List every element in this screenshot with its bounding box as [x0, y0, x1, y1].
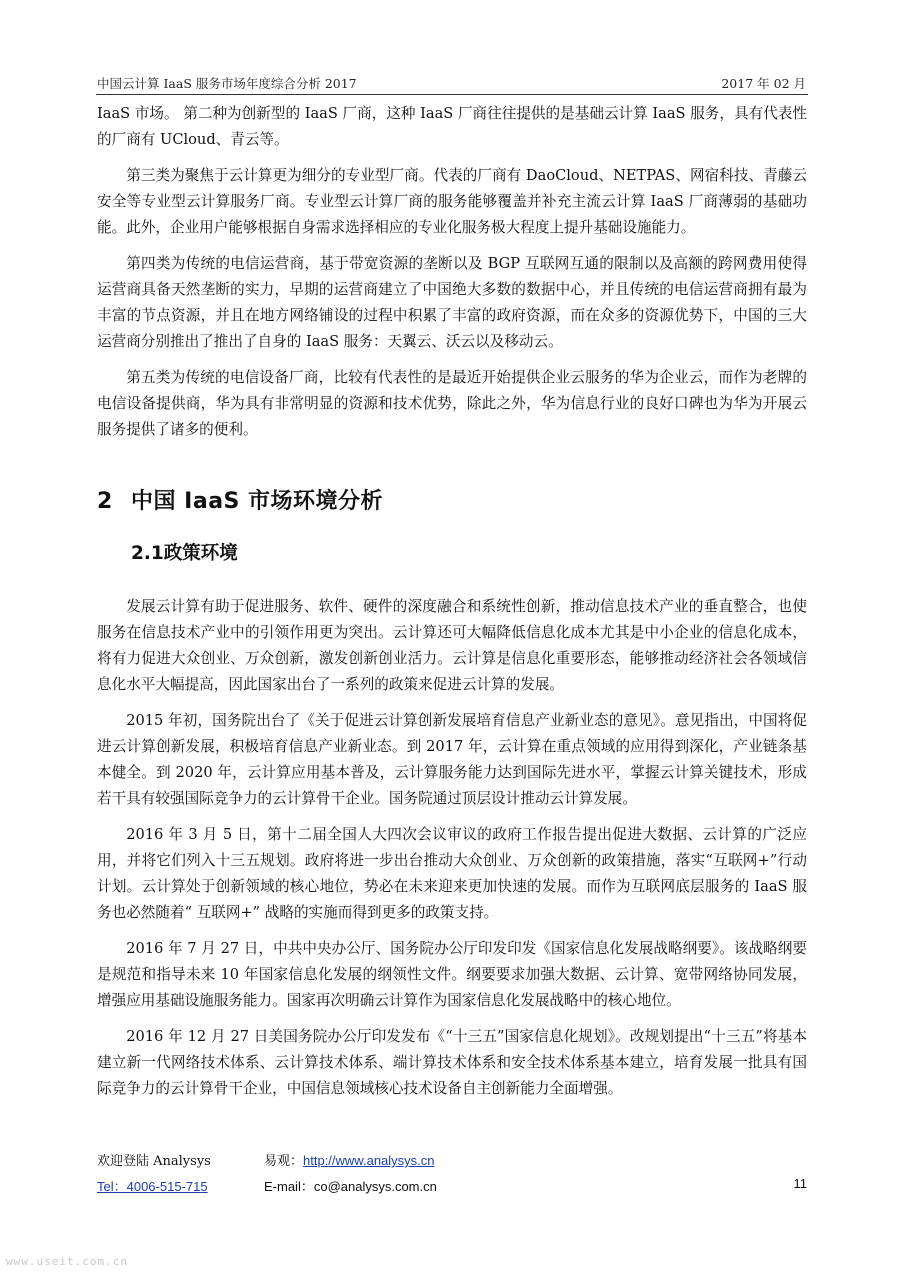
page-number: 11 — [793, 1176, 807, 1191]
paragraph: 2016 年 7 月 27 日，中共中央办公厅、国务院办公厅印发印发《国家信息化发展战略纲要》。该战略纲要是规范和指导未来 10 年国家信息化发展的纲领性文件。纲要要求加强大数据、云计算、宽带网络协同发展，增强应用基础设施服务能力。国家再次明确云计算作为国家信息化发展战略中的核心地位。 — [97, 940, 807, 1009]
footer-email[interactable]: E-mail：co@analysys.com.cn — [264, 1179, 437, 1194]
footer-site — [264, 1150, 435, 1169]
footer-welcome: 欢迎登陆 Analysys — [97, 1154, 211, 1169]
paragraph: IaaS 市场。 第二种为创新型的 IaaS 厂商，这种 IaaS 厂商往往提供的是基础云计算 IaaS 服务，具有代表性的厂商有 UCloud、青云等。 — [97, 105, 807, 148]
subsection-heading: 2.1政策环境 — [131, 543, 238, 564]
page-footer — [97, 1150, 807, 1202]
paragraph: 2016 年 12 月 27 日美国务院办公厅印发发布《“十三五”国家信息化规划》。改规划提出“十三五”将基本建立新一代网络技术体系、云计算技术体系、端计算技术体系和安全技术体系基本建立，培育发展一批具有国际竞争力的云计算骨干企业，中国信息领域核心技术设备自主创新能力全面增强。 — [97, 1028, 807, 1097]
paragraph: 发展云计算有助于促进服务、软件、硬件的深度融合和系统性创新，推动信息技术产业的垂直整合，也使服务在信息技术产业中的引领作用更为突出。云计算还可大幅降低信息化成本尤其是中小企业的信息化成本，将有力促进大众创业、万众创新，激发创新创业活力。云计算是信息化重要形态，能够推动经济社会各领域信息化水平大幅提高，因此国家出台了一系列的政策来促进云计算的发展。 — [97, 598, 807, 693]
section-heading — [97, 484, 807, 515]
watermark: www.useit.com.cn — [6, 1255, 128, 1268]
footer-tel-link[interactable]: Tel：4006-515-715 — [97, 1179, 208, 1194]
header-divider — [96, 94, 808, 95]
footer-site-link[interactable]: http://www.analysys.cn — [303, 1153, 435, 1168]
section-title: 中国 IaaS 市场环境分析 — [131, 489, 384, 514]
paragraph: 2016 年 3 月 5 日，第十二届全国人大四次会议审议的政府工作报告提出促进大数据、云计算的广泛应用，并将它们列入十三五规划。政府将进一步出台推动大众创业、万众创新的政策措施，落实“互联网+”行动计划。云计算处于创新领域的核心地位，势必在未来迎来更加快速的发展。而作为互联网底层服务的 IaaS 服务也必然随着“ 互联网+” 战略的实施而得到更多的政策支持。 — [97, 826, 807, 921]
paragraph: 第五类为传统的电信设备厂商，比较有代表性的是最近开始提供企业云服务的华为企业云，而作为老牌的电信设备提供商，华为具有非常明显的资源和技术优势，除此之外，华为信息行业的良好口碑也为华为开展云服务提供了诸多的便利。 — [97, 369, 807, 438]
paragraph: 第三类为聚焦于云计算更为细分的专业型厂商。代表的厂商有 DaoCloud、NETPAS、网宿科技、青藤云安全等专业型云计算服务厂商。专业型云计算厂商的服务能够覆盖并补充主流云计算 IaaS 厂商薄弱的基础功能。此外，企业用户能够根据自身需求选择相应的专业化服务极大程度上提升基础设施能力。 — [97, 167, 807, 236]
paragraph: 第四类为传统的电信运营商，基于带宽资源的垄断以及 BGP 互联网互通的限制以及高额的跨网费用使得运营商具备天然垄断的实力，早期的运营商建立了中国绝大多数的数据中心，并且传统的电信运营商拥有最为丰富的节点资源，并且在地方网络铺设的过程中积累了丰富的政府资源，而在众多的资源优势下，中国的三大运营商分别推出了推出了自身的 IaaS 服务：天翼云、沃云以及移动云。 — [97, 255, 807, 350]
paragraph: 2015 年初，国务院出台了《关于促进云计算创新发展培育信息产业新业态的意见》。意见指出，中国将促进云计算创新发展，积极培育信息产业新业态。到 2017 年，云计算在重点领域的应用得到深化，产业链条基本健全。到 2020 年，云计算应用基本普及，云计算服务能力达到国际先进水平，掌握云计算关键技术，形成若干具有较强国际竞争力的云计算骨干企业。国务院通过顶层设计推动云计算发展。 — [97, 712, 807, 807]
running-header-date: 2017 年 02 月 — [721, 76, 806, 91]
running-header-title: 中国云计算 IaaS 服务市场年度综合分析 2017 — [97, 76, 357, 91]
section-number: 2 — [97, 489, 113, 514]
intro-text-block — [97, 101, 807, 453]
footer-site-label: 易观： — [264, 1154, 304, 1169]
policy-text-block — [97, 594, 807, 1112]
